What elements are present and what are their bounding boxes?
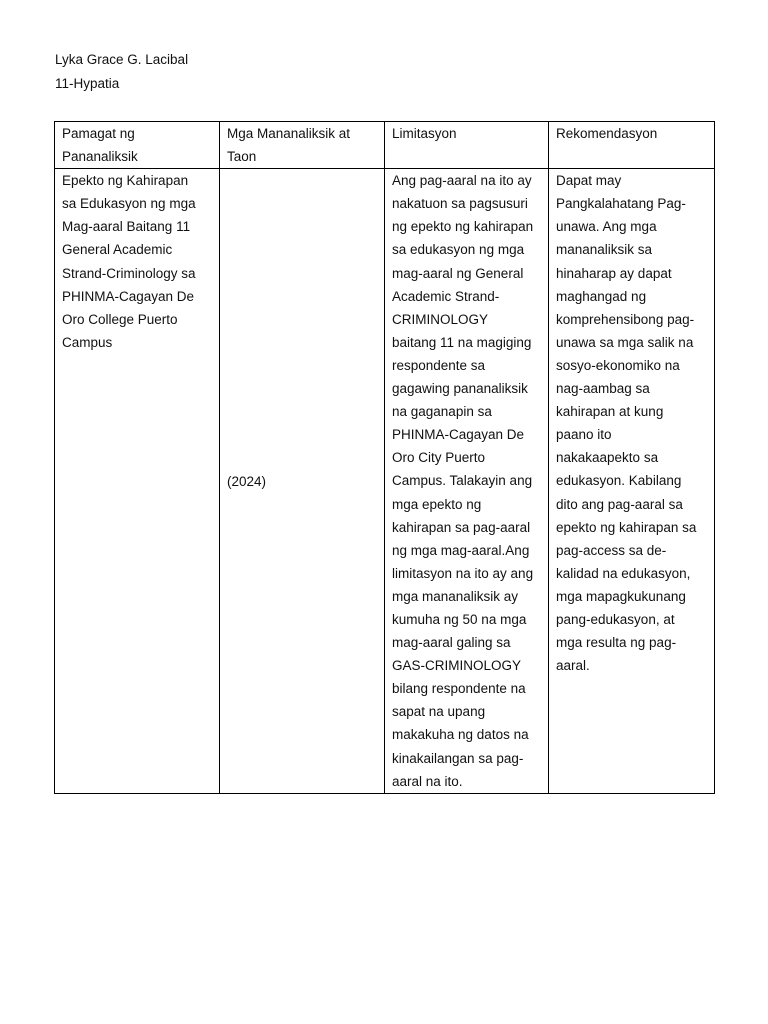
table-header-row xyxy=(55,122,715,169)
recommendation-text: Dapat may Pangkalahatang Pag- unawa. Ang mga mananaliksik sa hinaharap ay dapat maghangad ng komprehensibong pag- unawa sa mga salik na sosyo-ekonomiko na nag-aambag sa kahirapan at kung paano ito nakakaapekto sa edukasyon. Kabilang dito ang pag-aaral sa epekto ng kahirapan sa pag-access sa de- kalidad na edukasyon, mga mapagkukunang pang-edukasyon, at mga resulta ng pag- aaral. xyxy=(556,173,697,674)
author-name: Lyka Grace G. Lacibal xyxy=(55,52,189,67)
cell-title xyxy=(55,169,220,794)
cell-recommendation xyxy=(549,169,715,794)
header-cell-recommendation xyxy=(549,122,715,169)
header-limitation-text: Limitasyon xyxy=(392,126,457,141)
header-cell-researchers xyxy=(220,122,385,169)
header-title-text: Pamagat ng Pananaliksik xyxy=(62,126,138,165)
section-name: 11-Hypatia xyxy=(55,76,120,91)
header-recommendation-text: Rekomendasyon xyxy=(556,126,658,141)
research-table xyxy=(54,121,715,794)
header-cell-limitation xyxy=(385,122,549,169)
cell-limitation xyxy=(385,169,549,794)
research-title-text: Epekto ng Kahirapan sa Edukasyon ng mga Mag-aaral Baitang 11 General Academic Strand-Criminology sa PHINMA-Cagayan De Oro College Puerto Campus xyxy=(62,173,196,350)
research-year-text: (2024) xyxy=(227,473,267,489)
cell-researchers xyxy=(220,169,385,794)
table-row xyxy=(55,169,715,794)
header-researchers-text: Mga Mananaliksik at Taon xyxy=(227,126,351,165)
header-cell-title xyxy=(55,122,220,169)
limitation-text: Ang pag-aaral na ito ay nakatuon sa pagsusuri ng epekto ng kahirapan sa edukasyon ng mga mag-aaral ng General Academic Strand- CRIMINOLOGY baitang 11 na magiging respondente sa gagawing pananaliksik na gaganapin sa PHINMA-Cagayan De Oro City Puerto Campus. Talakayin ang mga epekto ng kahirapan sa pag-aaral ng mga mag-aaral.Ang limitasyon na ito ay ang mga mananaliksik ay kumuha ng 50 na mga mag-aaral galing sa GAS-CRIMINOLOGY bilang respondente na sapat na upang makakuha ng datos na kinakailangan sa pag- aaral na ito. xyxy=(392,173,534,789)
